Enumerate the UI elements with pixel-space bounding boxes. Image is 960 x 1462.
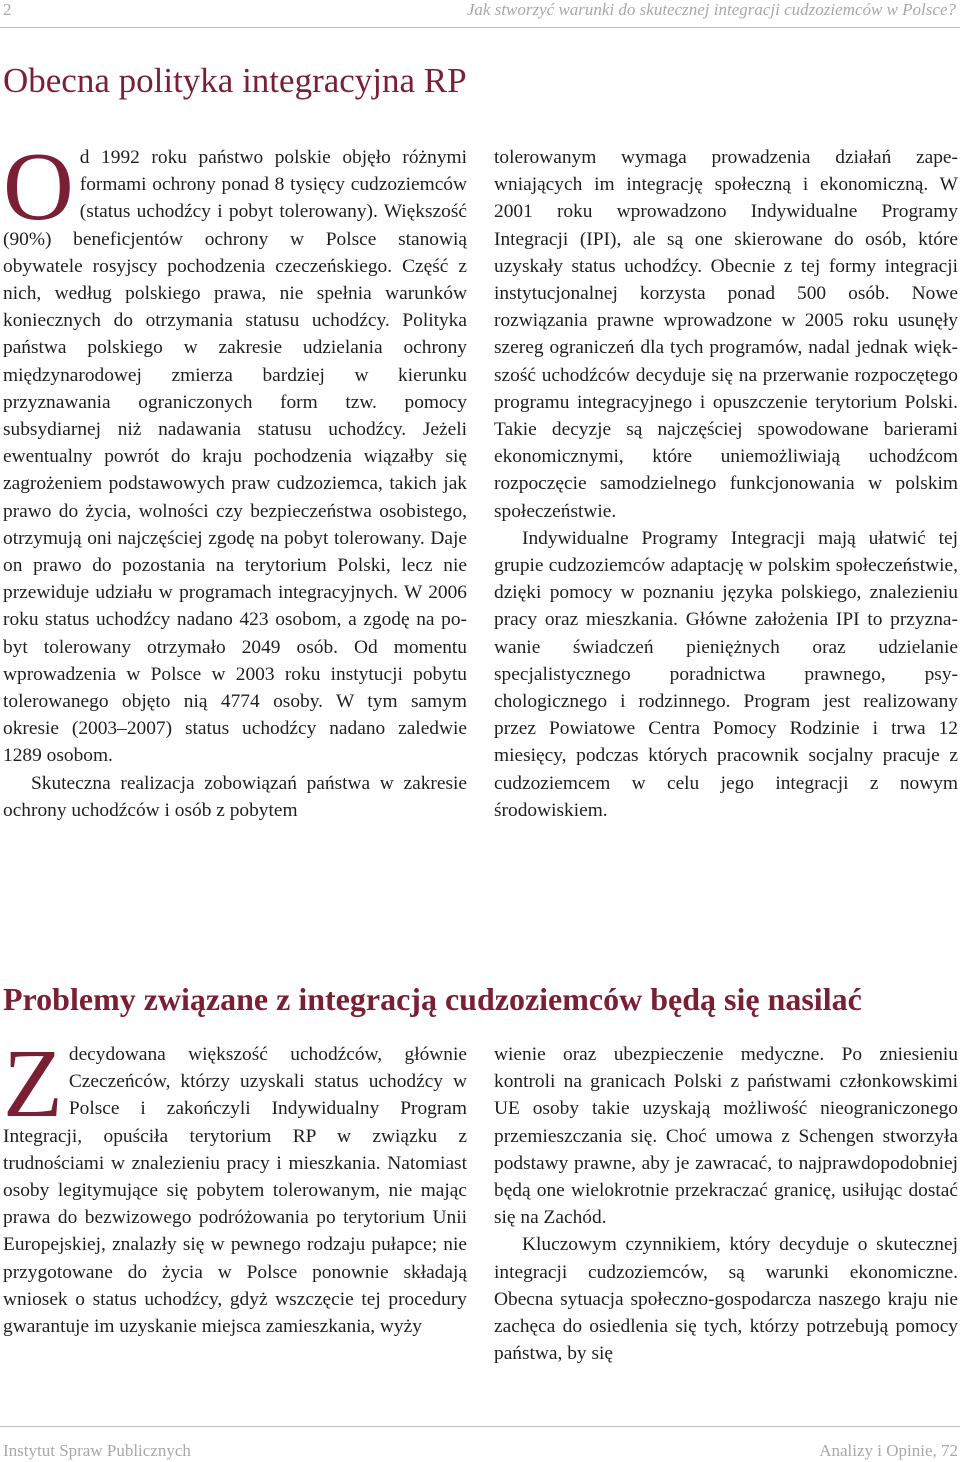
section1-paragraph-1-text: d 1992 roku państwo polskie objęło różnymi formami ochrony ponad 8 tysięcy cudzoziemców (status uchodźcy i pobyt tolerowany). Większość (90%) beneficjentów ochrony w Polsce stanowią obywatele rosyjscy pochodzenia czeczeńskiego. Część z nich, według polskiego prawa, nie spełnia warunków koniecznych do otrzymania statusu uchodźcy. Polityka państwa polskiego w zakresie udzielania ochrony międzynarodowej zmierza bardziej w kierunku przyznawania ograniczonych form tzw. pomocy subsydiarnej niż nadawania statusu uchodźcy. Jeżeli ewentualny powrót do kraju pochodzenia wiązałby się zagrożeniem podstawowych praw cudzoziemca, takich jak prawo do życia, wolności czy bezpieczeństwa osobistego, otrzymują oni najczęściej zgodę na pobyt tolerowany. Daje on prawo do pozostania na terytorium Polski, lecz nie przewiduje udziału w programach integracyjnych. W 2006 roku status uchodźcy nadano 423 osobom, a zgodę na pobyt tolerowany otrzymało 2049 osób. Od momentu wprowadzenia w Polsce w 2003 roku instytucji pobytu tolerowanego objęto nią 4774 osoby. W tym samym okresie (2003–2007) status uchodźcy nadano zaledwie 1289 osobom. (3, 147, 467, 767)
section-title-current-policy: Obecna polityka integracyjna RP (3, 61, 467, 100)
section1-paragraph-1 (3, 133, 467, 770)
page-number: 2 (3, 0, 12, 19)
section2-paragraph-2: wienie oraz ubezpieczenie medyczne. Po zniesieniu kontroli na granicach Polski z państwami członkowskimi UE osoby takie uzyskają możliwość nieograniczonego przemieszczania się. Choć umowa z Schengen stworzyła podstawy prawne, aby je zawracać, to najprawdopodobniej będą one wielokrotnie przekraczać granicę, usiłując dostać się na Zachód. (494, 1044, 958, 1229)
footer-divider (0, 1426, 960, 1427)
section2-paragraph-1-text: decydowana większość uchodźców, głównie Czeczeńców, którzy uzyskali status uchodźcy w Polsce i zakończyli Indywidualny Program Integracji, opuściła terytorium RP w związku z trudnościami w znalezieniu pracy i mieszkania. Natomiast osoby legitymujące się pobytem tolerowanym, nie mając prawa do bezwizowego podróżowania po terytorium Unii Europejskiej, znalazły się w pewnego rodzaju pułapce; nie przygotowane do życia w Polsce ponownie składają wniosek o status uchodźcy, gdyż wszczęcie tej procedury gwarantuje im uzyskanie miejsca zamieszkania, wyży (3, 1044, 467, 1338)
running-title: Jak stworzyć warunki do skutecznej integracji cudzoziemców w Polsce? (466, 0, 956, 19)
section2-paragraph-1 (3, 1030, 467, 1340)
section1-paragraph-3: tolerowanym wymaga prowadzenia działań zapewniających im integrację społeczną i ekonomiczną. W 2001 roku wprowadzono Indywidualne Programy Integracji (IPI), ale są one skierowane do osób, które uzyskały status uchodźcy. Obecnie z tej formy integracji instytucjonalnej korzysta ponad 500 osób. Nowe rozwiązania prawne wprowadzone w 2005 roku usunęły szereg ograniczeń dla tych programów, nadal jednak większość uchodźców decyduje się na przerwanie rozpoczętego programu integracyjnego i opuszczenie terytorium Polski. Takie decyzje są najczęściej spowodowane barierami ekonomicznymi, które uniemożliwiają uchodźcom rozpoczęcie samodzielnego funkcjonowania w polskim społeczeństwie. (494, 147, 958, 522)
publisher-name: Instytut Spraw Publicznych (3, 1441, 191, 1460)
section-title-integration-problems: Problemy związane z integracją cudzoziemców będą się nasilać (3, 981, 862, 1017)
section1-paragraph-4: Indywidualne Programy Integracji mają ułatwić tej grupie cudzoziemców adaptację w polskim społeczeństwie, dzięki pomocy w poznaniu języka polskiego, znalezieniu pracy oraz mieszkania. Główne założenia IPI to przyznawanie świadczeń pieniężnych oraz udzielanie specjalistycznego poradnictwa prawnego, psychologicznego i rodzinnego. Program jest realizowany przez Powiatowe Centra Pomocy Rodzinie i trwa 12 miesięcy, podczas których pracownik socjalny pracuje z cudzoziemcem w celu jego integracji z nowym środowiskiem. (494, 527, 958, 821)
header-divider (0, 27, 960, 28)
section2-right-column (494, 1041, 958, 1367)
section2-paragraph-3: Kluczowym czynnikiem, który decyduje o skutecznej integracji cudzoziemców, są warunki ekonomiczne. Obecna sytuacja społeczno-gospodarcza naszego kraju nie zachęca do osiedlenia się tych, którzy potrzebują pomocy państwa, by się (494, 1234, 958, 1365)
dropcap: O (3, 133, 74, 241)
section1-right-column (494, 144, 958, 824)
dropcap: Z (3, 1030, 63, 1138)
section1-left-column (3, 133, 467, 824)
page-header (0, 0, 960, 30)
series-name: Analizy i Opinie, 72 (819, 1441, 958, 1460)
section2-left-column (3, 1030, 467, 1340)
page-footer (0, 1416, 960, 1462)
section1-paragraph-2: Skuteczna realizacja zobowiązań państwa w zakresie ochrony uchodźców i osób z pobytem (3, 772, 467, 821)
